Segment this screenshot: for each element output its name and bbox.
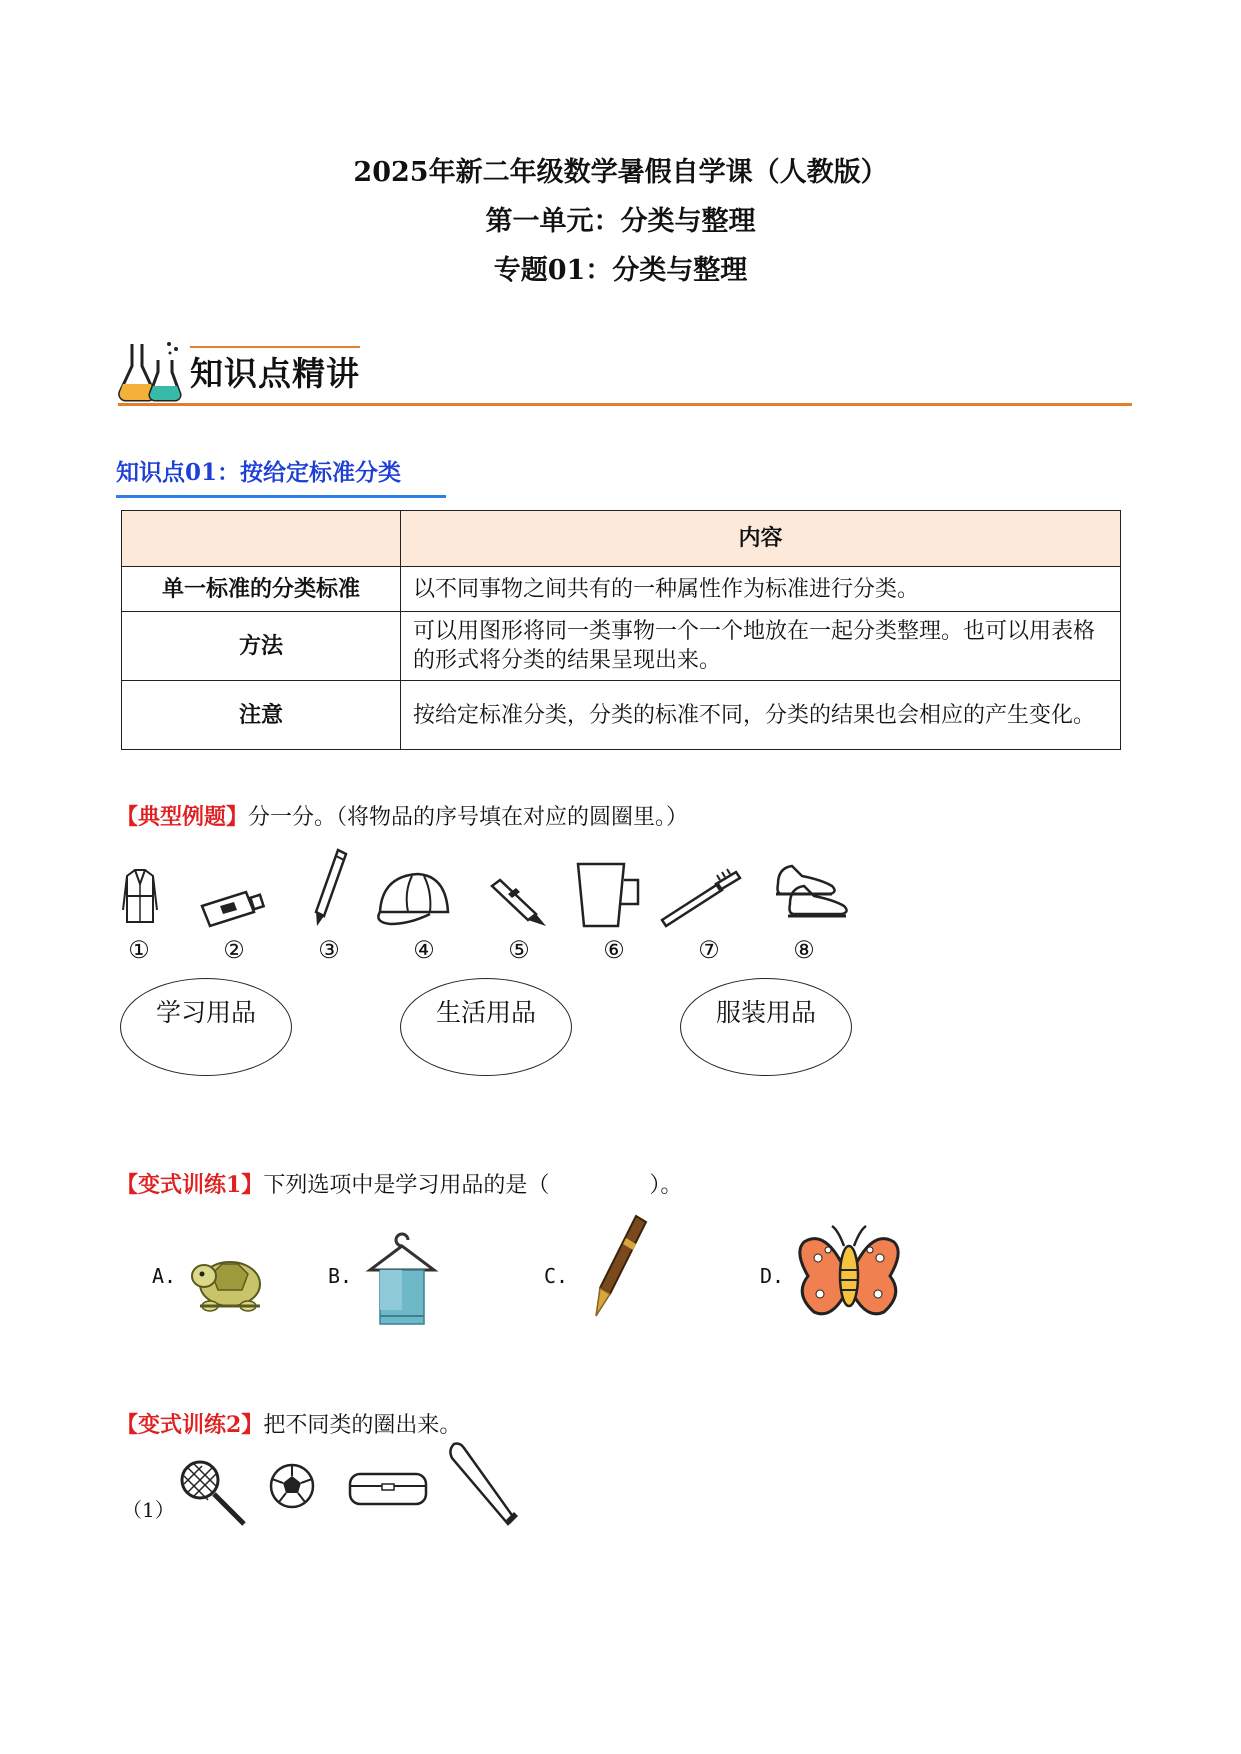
variant1-text-end: ）。 [649,1173,683,1198]
variant1-text: 下列选项中是学习用品的是（ [263,1173,550,1198]
soccer-ball-icon [268,1462,316,1510]
variant2-tag: 【变式训练2】 [116,1412,264,1438]
table-row [122,567,1121,612]
coat-icon [122,868,158,924]
item-number: ⑦ [698,936,720,964]
item-number: ⑧ [793,936,815,964]
toothbrush-icon [658,868,744,924]
table-cell: 按给定标准分类，分类的标准不同，分类的结果也会相应的产生变化。 [401,681,1121,750]
table-header-cell [122,511,401,567]
unit-title: 第一单元：分类与整理 [485,206,756,237]
option-label: B. [328,1264,353,1288]
table-cell-label: 方法 [122,612,401,681]
butterfly-icon [796,1222,902,1322]
item-number: ⑤ [508,936,530,964]
item-number: ② [223,936,245,964]
lab-flask-icon [118,338,184,404]
item-number: ③ [318,936,340,964]
towel-hanger-icon [366,1232,438,1326]
cup-icon [574,860,644,930]
table-header-cell: 内容 [401,511,1121,567]
category-label: 服装用品 [715,998,816,1027]
section-label: 知识点精讲 [190,354,360,393]
table-cell: 以不同事物之间共有的一种属性作为标准进行分类。 [401,567,1121,612]
shoes-icon [772,860,852,928]
tennis-racket-icon [178,1458,250,1528]
pencil-icon [310,846,350,930]
table-cell-label: 注意 [122,681,401,750]
item-number: ⑥ [603,936,625,964]
option-label: D. [760,1264,785,1288]
variant1-question [116,1168,682,1199]
pencil-case-icon [346,1468,430,1508]
toothpaste-icon [196,888,268,928]
baseball-bat-icon [448,1440,524,1530]
section-underline [118,403,1132,406]
example-tag: 【典型例题】 [116,804,249,830]
variant1-tag: 【变式训练1】 [116,1172,264,1198]
example-text: 分一分。（将物品的序号填在对应的圆圈里。） [248,805,689,830]
category-circle-life [400,978,572,1076]
section-header [118,336,1132,406]
category-circle-clothing [680,978,852,1076]
cap-icon [372,868,456,928]
table-header-row [122,511,1121,567]
knowledge-point-underline [116,495,446,498]
variant2-text: 把不同类的圈出来。 [263,1413,462,1438]
turtle-icon [186,1246,272,1316]
knowledge-point-title: 知识点01：按给定标准分类 [116,459,402,486]
item-number: ① [128,936,150,964]
option-label: C. [544,1264,569,1288]
category-circle-study [120,978,292,1076]
table-row [122,681,1121,750]
sub-question-label: （1） [122,1498,175,1522]
example-question [116,800,688,831]
category-label: 学习用品 [155,998,256,1027]
fountain-pen-icon [488,876,550,928]
topic-title: 专题01：分类与整理 [493,255,748,286]
doc-title: 2025年新二年级数学暑假自学课（人教版） [353,157,888,188]
knowledge-table [121,510,1121,750]
option-label: A. [152,1264,177,1288]
category-label: 生活用品 [435,998,536,1027]
fountain-pen-icon [580,1212,652,1320]
item-number: ④ [413,936,435,964]
variant2-question [116,1408,461,1439]
table-cell: 可以用图形将同一类事物一个一个地放在一起分类整理。也可以用表格的形式将分类的结果呈现出来。 [401,612,1121,681]
table-row [122,612,1121,681]
table-cell-label: 单一标准的分类标准 [122,567,401,612]
